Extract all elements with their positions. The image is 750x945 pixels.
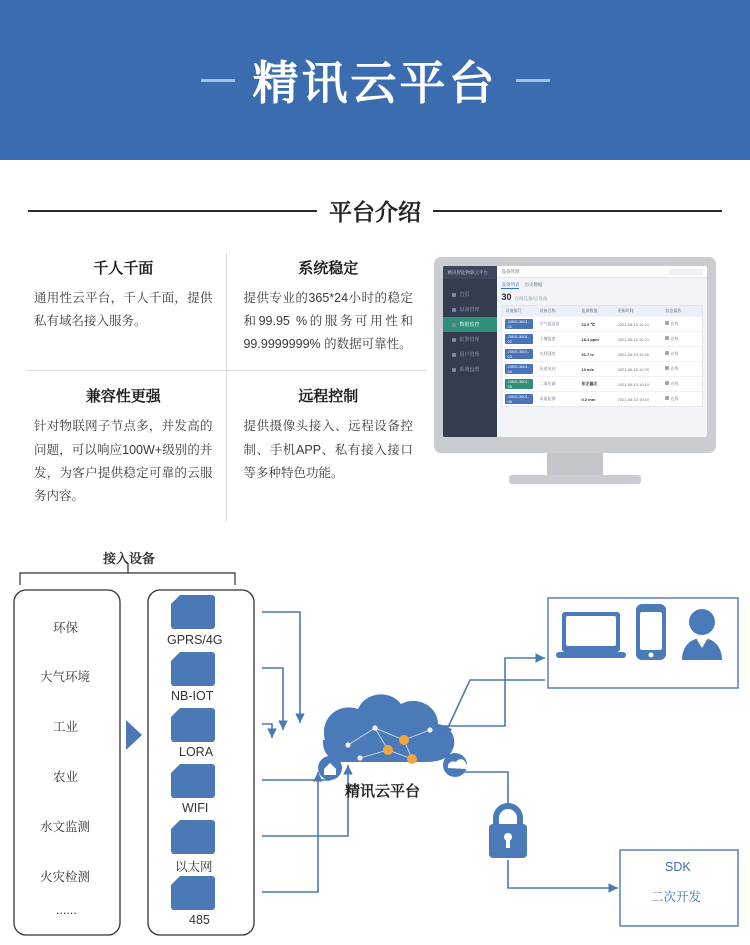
screen-tabs [501,282,703,289]
protocol-item-1: NB-IOT [171,689,214,703]
architecture-svg [0,540,750,945]
screen-kpi-label: 在线设备/总设备 [514,296,548,301]
screen-sidebar [443,266,497,437]
monitor-screen [443,266,707,437]
monitor-bezel [434,257,716,453]
bullet-icon [452,353,456,357]
intro-grid [26,253,427,522]
screen-table-row [502,376,702,391]
intro-body: 提供摄像头接入、远程设备控制、手机APP、私有接入接口等多种特色功能。 [243,419,413,480]
screen-tab: 设备列表 [501,282,520,287]
monitor-stand-neck [547,453,603,475]
screen-col-header: 状态操作 [665,308,682,313]
lock-icon [489,806,527,858]
bullet-icon [452,323,456,327]
screen-cell-time: 2021-06-10 10:19 [617,381,650,387]
screen-cell-code: JXBS-3001-02 [505,334,533,344]
industry-item-5: 火灾检测 [40,870,91,884]
industry-item-2: 工业 [53,720,79,734]
computer-icon [556,612,626,658]
screen-content [497,278,707,437]
protocol-item-3: WIFI [182,801,209,815]
screen-table-row [502,391,702,406]
screen-sidebar-item [443,362,497,377]
intro-heading: 系统稳定 [298,260,359,277]
screen-cell-name: 风速风向 [539,366,556,371]
client-to-cloud-link [444,680,545,736]
intro-cell-1 [26,253,226,370]
bullet-icon [452,293,456,297]
banner-title: 精讯云平台 [252,57,498,109]
screen-col-header: 更新时间 [617,308,634,313]
industry-item-1: 大气环境 [40,670,91,684]
bullet-icon [452,368,456,372]
row-action-icon [665,366,669,370]
screen-kpi [501,292,703,302]
screen-cell-code: JXBS-3001-06 [505,394,533,404]
screen-sidebar-item [443,287,497,302]
screen-table-row [502,316,702,331]
screen-cell-status: 在线 [670,396,679,401]
screen-cell-name: 空气温湿度 [539,321,560,326]
screen-sidebar-label: 首页 [459,292,470,298]
screen-cell-value: 东北偏北 [581,381,598,386]
screen-cell-time: 2021-06-10 10:20 [617,366,650,372]
screen-cell-value: 10 m/s [581,366,594,372]
intro-body: 提供专业的365*24小时的稳定和99.95 %的服务可用性和 99.9999999% 的数据可靠性。 [243,291,413,352]
monitor-illustration [427,253,724,522]
screen-sidebar-label: 用户管理 [459,352,480,358]
intro-cell-4 [226,370,426,522]
screen-table-header [502,306,702,316]
phone-icon [636,604,666,660]
intro-body: 通用性云平台，千人千面，提供私有域名接入服务。 [34,291,213,329]
screen-main [497,266,707,437]
screen-search-box [669,269,703,275]
screen-cell-value: 23.5 ℃ [581,321,595,327]
banner-dash-right [516,79,550,82]
screen-logo: 精讯智能物联云平台 [443,266,497,279]
screen-cell-name: 光照强度 [539,351,556,356]
row-action-icon [665,336,669,340]
industry-item-4: 水文监测 [40,820,91,834]
protocol-item-2: LORA [179,745,214,759]
screen-sidebar-label: 报警管理 [459,337,480,343]
screen-cell-code: JXBS-3001-04 [505,364,533,374]
cloud-to-sdk-link [460,772,618,888]
screen-topbar [497,266,707,278]
section-rule-right [433,210,722,212]
row-action-icon [665,351,669,355]
banner-dash-left [201,79,235,82]
screen-cell-time: 2021-06-10 10:21 [617,336,650,342]
industry-item-3: 农业 [53,770,79,784]
industry-item-6: ...... [56,903,77,917]
intro-heading: 千人千面 [93,260,154,277]
screen-cell-status: 在线 [670,351,679,356]
protocol-item-4: 以太网 [175,860,213,874]
screen-sidebar-item [443,347,497,362]
screen-cell-time: 2021-06-10 10:20 [617,351,650,357]
architecture-diagram [0,540,750,945]
industry-item-0: 环保 [53,621,79,635]
screen-cell-time: 2021-06-10 10:19 [617,396,650,402]
access-bracket [20,564,235,585]
banner-inner [201,47,550,113]
screen-tab: 历史数据 [524,282,543,287]
intro-section [0,253,750,522]
screen-cell-value: 18.4 ppm [581,336,599,342]
row-action-icon [665,396,669,400]
cloud-platform-label: 精讯云平台 [345,783,421,800]
row-action-icon [665,321,669,325]
bullet-icon [452,338,456,342]
intro-body: 针对物联网子节点多，并发高的问题，可以响应100W+级别的并发，为客户提供稳定可靠的云服务内容。 [34,419,213,503]
screen-cell-name: 雨量监测 [539,396,556,401]
intro-heading: 远程控制 [298,388,359,406]
screen-sidebar-label: 设备管理 [459,307,480,313]
sdk-label-line1: SDK [665,860,691,874]
screen-cell-status: 在线 [670,321,679,326]
screen-table-row [502,346,702,361]
screen-kpi-value: 30 [501,292,512,302]
sdk-label-line2: 二次开发 [651,890,702,904]
screen-col-header: 监测数值 [581,308,598,313]
screen-topbar-title: 设备管理 [501,268,520,274]
bullet-icon [452,308,456,312]
screen-col-header: 设备名称 [539,308,556,313]
section-title [0,194,750,227]
screen-cell-status: 在线 [670,366,679,371]
screen-cell-name: 土壤温度 [539,336,556,341]
row-action-icon [665,381,669,385]
screen-cell-time: 2021-06-10 10:21 [617,321,650,327]
screen-cell-code: JXBS-3001-01 [505,319,533,329]
screen-sidebar-item [443,332,497,347]
screen-cell-value: 61.7 lx [581,351,594,357]
screen-cell-code: JXBS-3001-03 [505,349,533,359]
cloud-platform-shape [323,694,454,764]
screen-cell-status: 在线 [670,336,679,341]
screen-cell-value: 0.2 mm [581,396,596,402]
access-devices-label: 接入设备 [103,551,156,566]
screen-sidebar-item [443,302,497,317]
screen-table-row [502,331,702,346]
section-rule-left [28,210,317,212]
screen-cell-code: JXBS-3001-05 [505,379,533,389]
screen-table-row [502,361,702,376]
intro-cell-2 [226,253,426,370]
protocol-item-0: GPRS/4G [167,633,223,647]
section-title-text: 平台介绍 [329,199,421,225]
screen-cell-name: 二氧化碳 [539,381,556,386]
screen-cell-status: 在线 [670,381,679,386]
intro-heading: 兼容性更强 [85,388,161,406]
flow-arrow-icon [126,720,142,750]
page-banner [0,0,750,160]
screen-col-header: 设备编号 [505,308,522,313]
screen-table [501,305,703,407]
cloud-to-client-link [440,658,545,726]
monitor-stand-base [509,475,641,484]
intro-cell-3 [26,370,226,522]
screen-sidebar-label: 系统设置 [459,367,480,373]
protocol-item-5: 485 [189,913,210,927]
screen-sidebar-label: 数据监控 [459,322,480,328]
screen-sidebar-item-active [443,317,497,332]
